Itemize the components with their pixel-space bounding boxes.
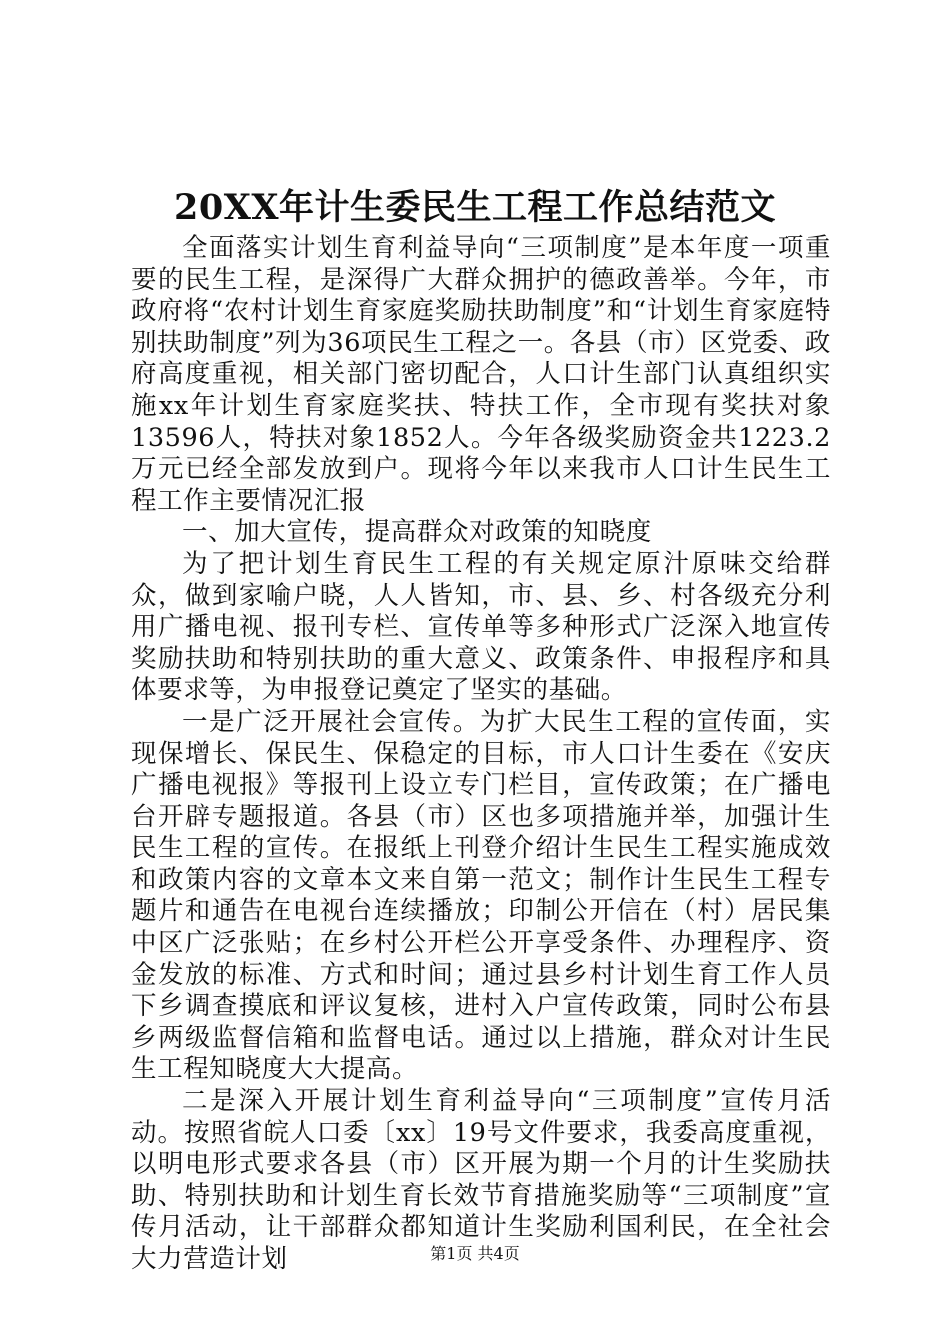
paragraph-intro: 全面落实计划生育利益导向“三项制度”是本年度一项重要的民生工程，是深得广大群众拥护的德政善举。今年，市政府将“农村计划生育家庭奖励扶助制度”和“计划生育家庭特别扶助制度”列为36项民生工程之一。各县（市）区党委、政府高度重视，相关部门密切配合，人口计生部门认真组织实施xx年计划生育家庭奖扶、特扶工作，全市现有奖扶对象13596人，特扶对象1852人。今年各级奖励资金共1223.2万元已经全部发放到户。现将今年以来我市人口计生民生工程工作主要情况汇报: [131, 233, 831, 516]
paragraph-point-2: 二是深入开展计划生育利益导向“三项制度”宣传月活动。按照省皖人口委〔xx〕19号文件要求，我委高度重视，以明电形式要求各县（市）区开展为期一个月的计生奖励扶助、特别扶助和计划生育长效节育措施奖励等“三项制度”宣传月活动，让干部群众都知道计生奖励利国利民，在全社会大力营造计划: [131, 1086, 831, 1274]
paragraph-point-1: 一是广泛开展社会宣传。为扩大民生工程的宣传面，实现保增长、保民生、保稳定的目标，市人口计生委在《安庆广播电视报》等报刊上设立专门栏目，宣传政策；在广播电台开辟专题报道。各县（市）区也多项措施并举，加强计生民生工程的宣传。在报纸上刊登介绍计生民生工程实施成效和政策内容的文章本文来自第一范文；制作计生民生工程专题片和通告在电视台连续播放；印制公开信在（村）居民集中区广泛张贴；在乡村公开栏公开享受条件、办理程序、资金发放的标准、方式和时间；通过县乡村计划生育工作人员下乡调查摸底和评议复核，进村入户宣传政策，同时公布县乡两级监督信箱和监督电话。通过以上措施，群众对计生民生工程知晓度大大提高。: [131, 706, 831, 1085]
section-heading-1: 一、加大宣传，提高群众对政策的知晓度: [182, 517, 652, 548]
document-body: [131, 233, 831, 1276]
page-footer: 第1页 共4页: [430, 1244, 520, 1263]
paragraph-section-1: 为了把计划生育民生工程的有关规定原汁原味交给群众，做到家喻户晓，人人皆知，市、县、乡、村各级充分利用广播电视、报刊专栏、宣传单等多种形式广泛深入地宣传奖励扶助和特别扶助的重大意义、政策条件、申报程序和具体要求等，为申报登记奠定了坚实的基础。: [131, 548, 831, 706]
document-title: 20XX年计生委民生工程工作总结范文: [173, 187, 777, 228]
